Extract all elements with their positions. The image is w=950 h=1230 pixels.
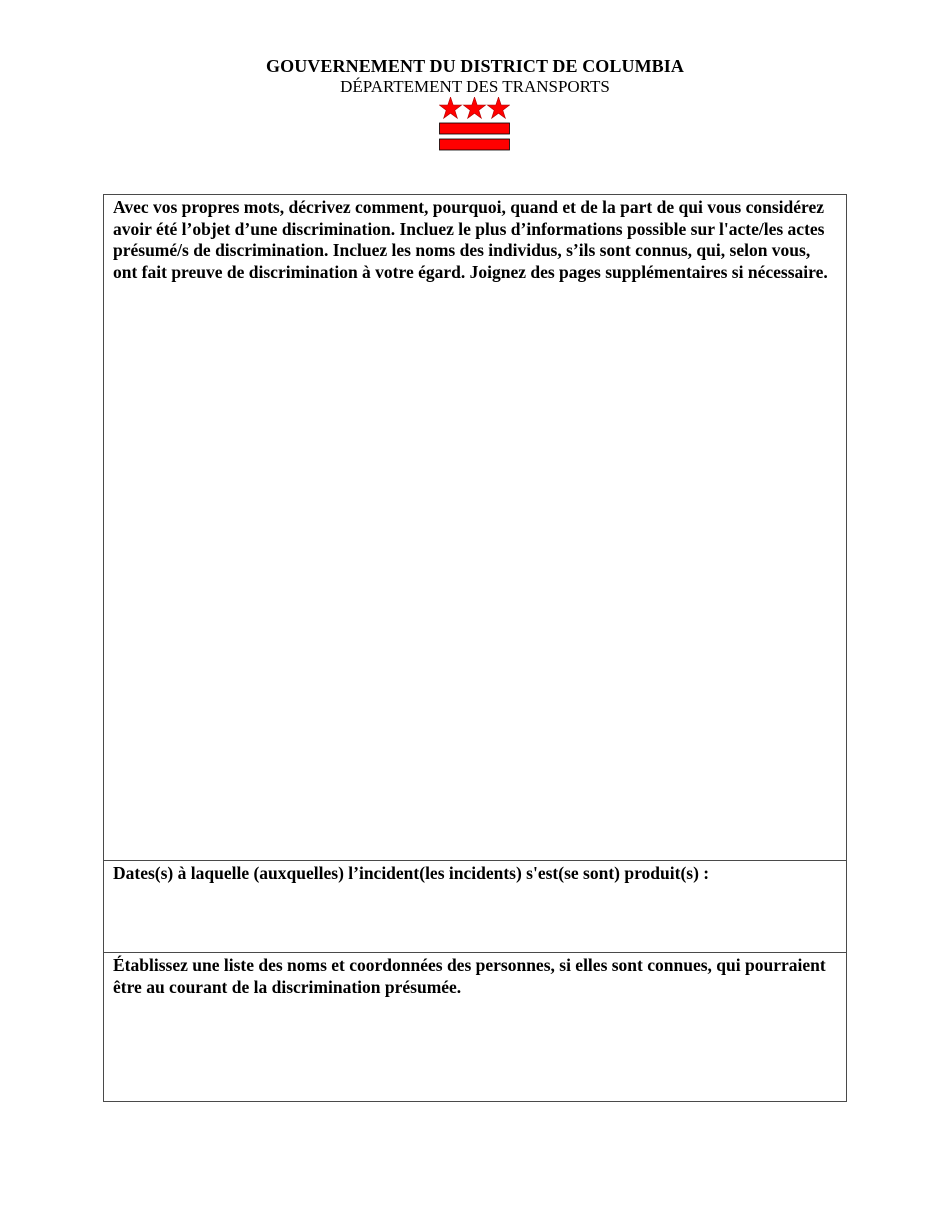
document-header	[0, 56, 950, 97]
dates-prompt: Dates(s) à laquelle (auxquelles) l’incident(les incidents) s'est(se sont) produit(s) :	[113, 863, 710, 883]
organization-title: GOUVERNEMENT DU DISTRICT DE COLUMBIA	[266, 56, 684, 76]
dc-flag-icon	[439, 97, 510, 151]
star-icon	[439, 97, 461, 118]
dates-section	[104, 860, 846, 952]
witnesses-field[interactable]	[113, 1002, 841, 1096]
dates-field[interactable]	[113, 889, 841, 948]
witnesses-prompt: Établissez une liste des noms et coordonnées des personnes, si elles sont connues, qui pourraient être au courant de la discrimination présumée.	[113, 955, 826, 997]
logo-bar-bottom	[440, 139, 510, 150]
star-icon	[487, 97, 509, 118]
witnesses-section	[104, 952, 846, 1101]
star-icon	[463, 97, 485, 118]
description-section	[104, 195, 846, 860]
description-field[interactable]	[113, 287, 841, 836]
description-prompt: Avec vos propres mots, décrivez comment, pourquoi, quand et de la part de qui vous considérez avoir été l’objet d’une discrimination. Incluez le plus d’informations possible sur l'acte/les actes présumé/s de discrimination. Incluez les noms des individus, s’ils sont connus, qui, selon vous, ont fait preuve de discrimination à votre égard. Joignez des pages supplémentaires si nécessaire.	[113, 197, 828, 282]
department-title: DÉPARTEMENT DES TRANSPORTS	[340, 77, 610, 96]
logo-stars	[439, 97, 509, 118]
logo-bar-top	[440, 123, 510, 134]
complaint-form	[103, 194, 847, 1102]
